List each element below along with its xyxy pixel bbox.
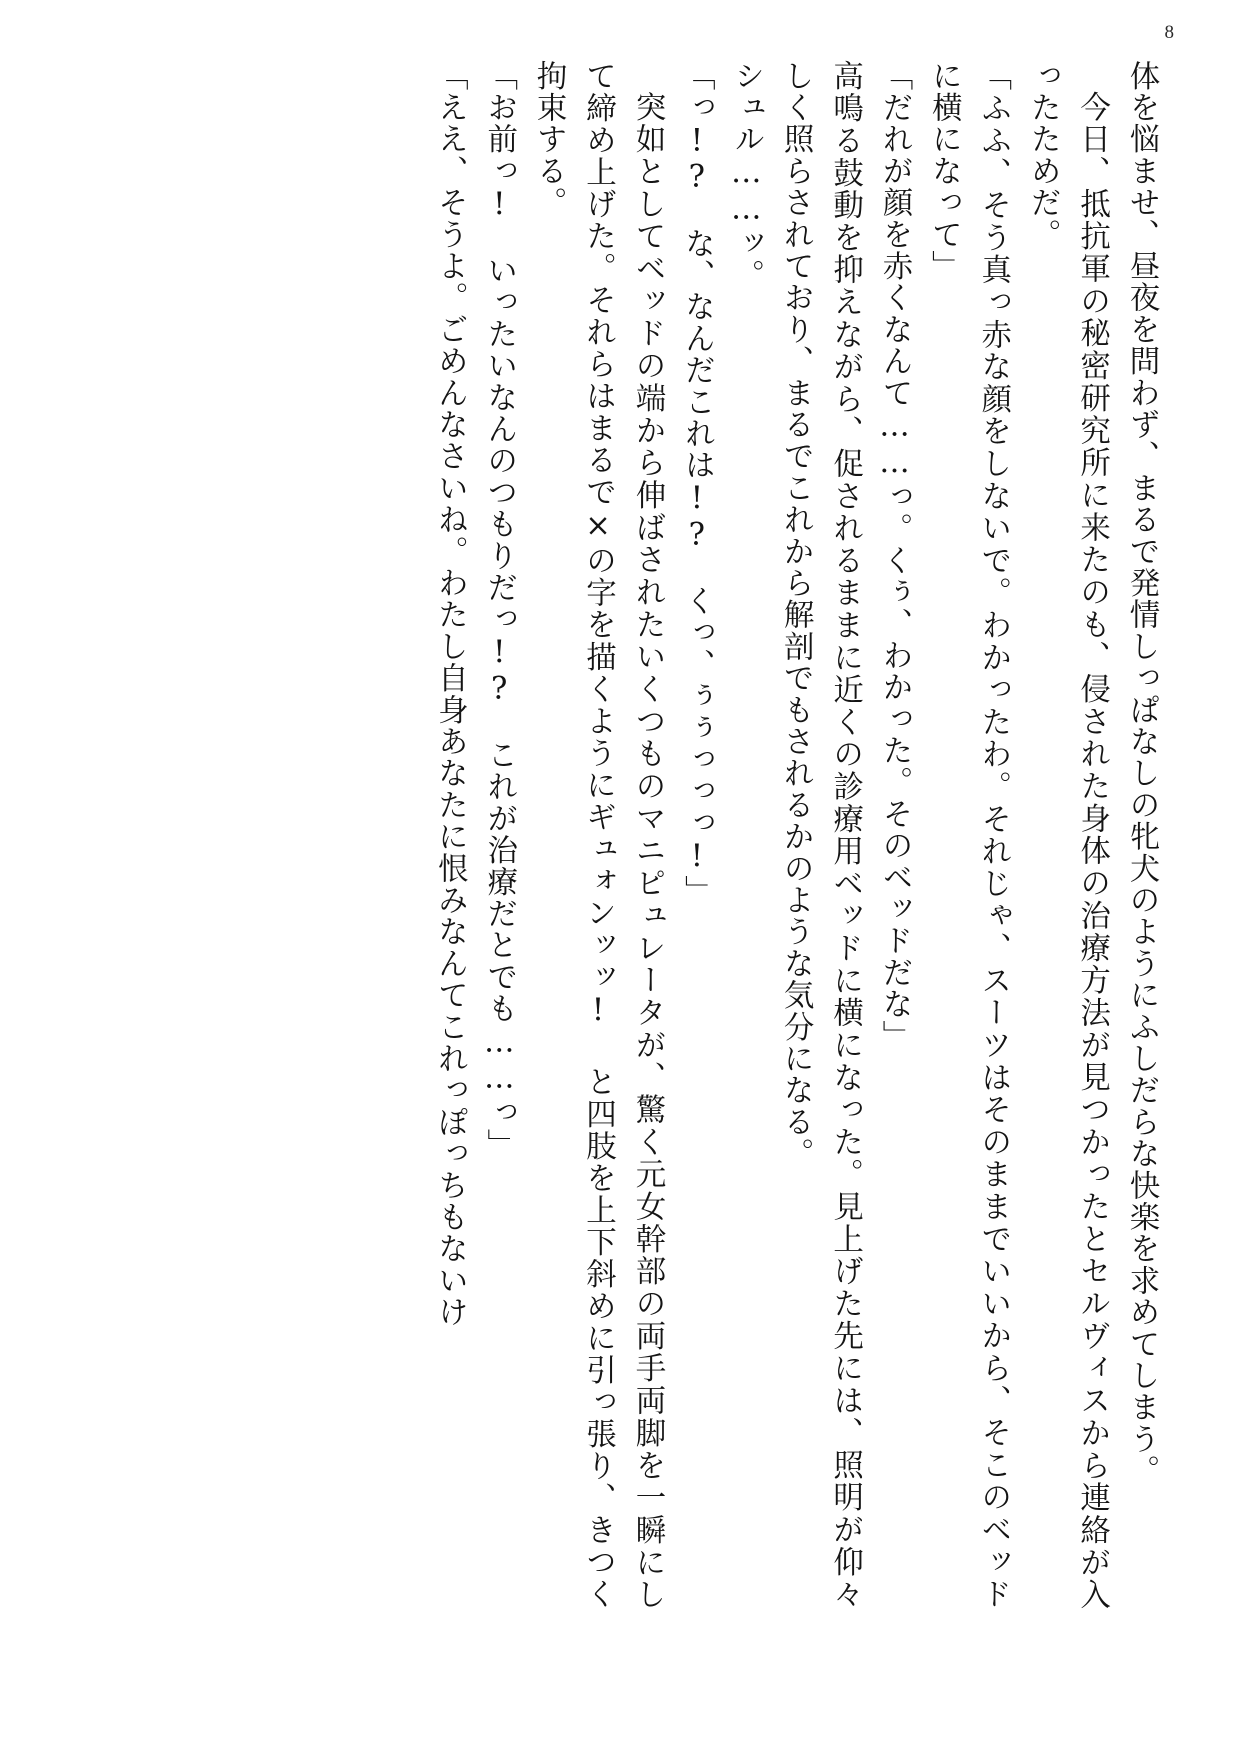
paragraph: 「っ!? な、なんだこれは!? くっ、ぅぅっっっ!」 bbox=[679, 60, 715, 907]
paragraph: 「ええ、そうよ。ごめんなさいね。わたし自身あなたに恨みなんてこれっぽっちもないけ bbox=[432, 60, 468, 1328]
page-number: 8 bbox=[1164, 22, 1174, 43]
paragraph: 今日、抵抗軍の秘密研究所に来たのも、侵された身体の治療方法が見つかったとセルヴィスから連絡が入ったためだ。 bbox=[1025, 60, 1110, 1610]
paragraph: 「お前っ! いったいなんのつもりだっ!? これが治療だとでも……っ」 bbox=[481, 60, 517, 1161]
paragraph: 「ふふ、そう真っ赤な顔をしないで。わかったわ。それじゃ、スーツはそのままでいいから、そこのベッドに横になって」 bbox=[926, 60, 1011, 1610]
paragraph: 体を悩ませ、昼夜を問わず、まるで発情しっぱなしの牝犬のようにふしだらな快楽を求めてしまう。 bbox=[1124, 60, 1159, 1487]
paragraph: シュル……ッ。 bbox=[728, 60, 764, 291]
paragraph: 突如としてベッドの端から伸ばされたいくつものマニピュレータが、驚く元女幹部の両手両脚を一瞬にして締め上げた。それらはまるで×の字を描くようにギュォンッッ! と四肢を上下斜めに引っ張り、きつく拘束する。 bbox=[531, 60, 665, 1610]
page-body-vertical-text bbox=[166, 60, 1166, 1610]
paragraph: 高鳴る鼓動を抑えながら、促されるままに近くの診療用ベッドに横になった。見上げた先には、照明が仰々しく照らされており、まるでこれから解剖でもされるかのような気分になる。 bbox=[778, 60, 863, 1610]
paragraph: 「だれが顔を赤くなんて……っ。くぅ、わかった。そのベッドだな」 bbox=[876, 60, 912, 1052]
